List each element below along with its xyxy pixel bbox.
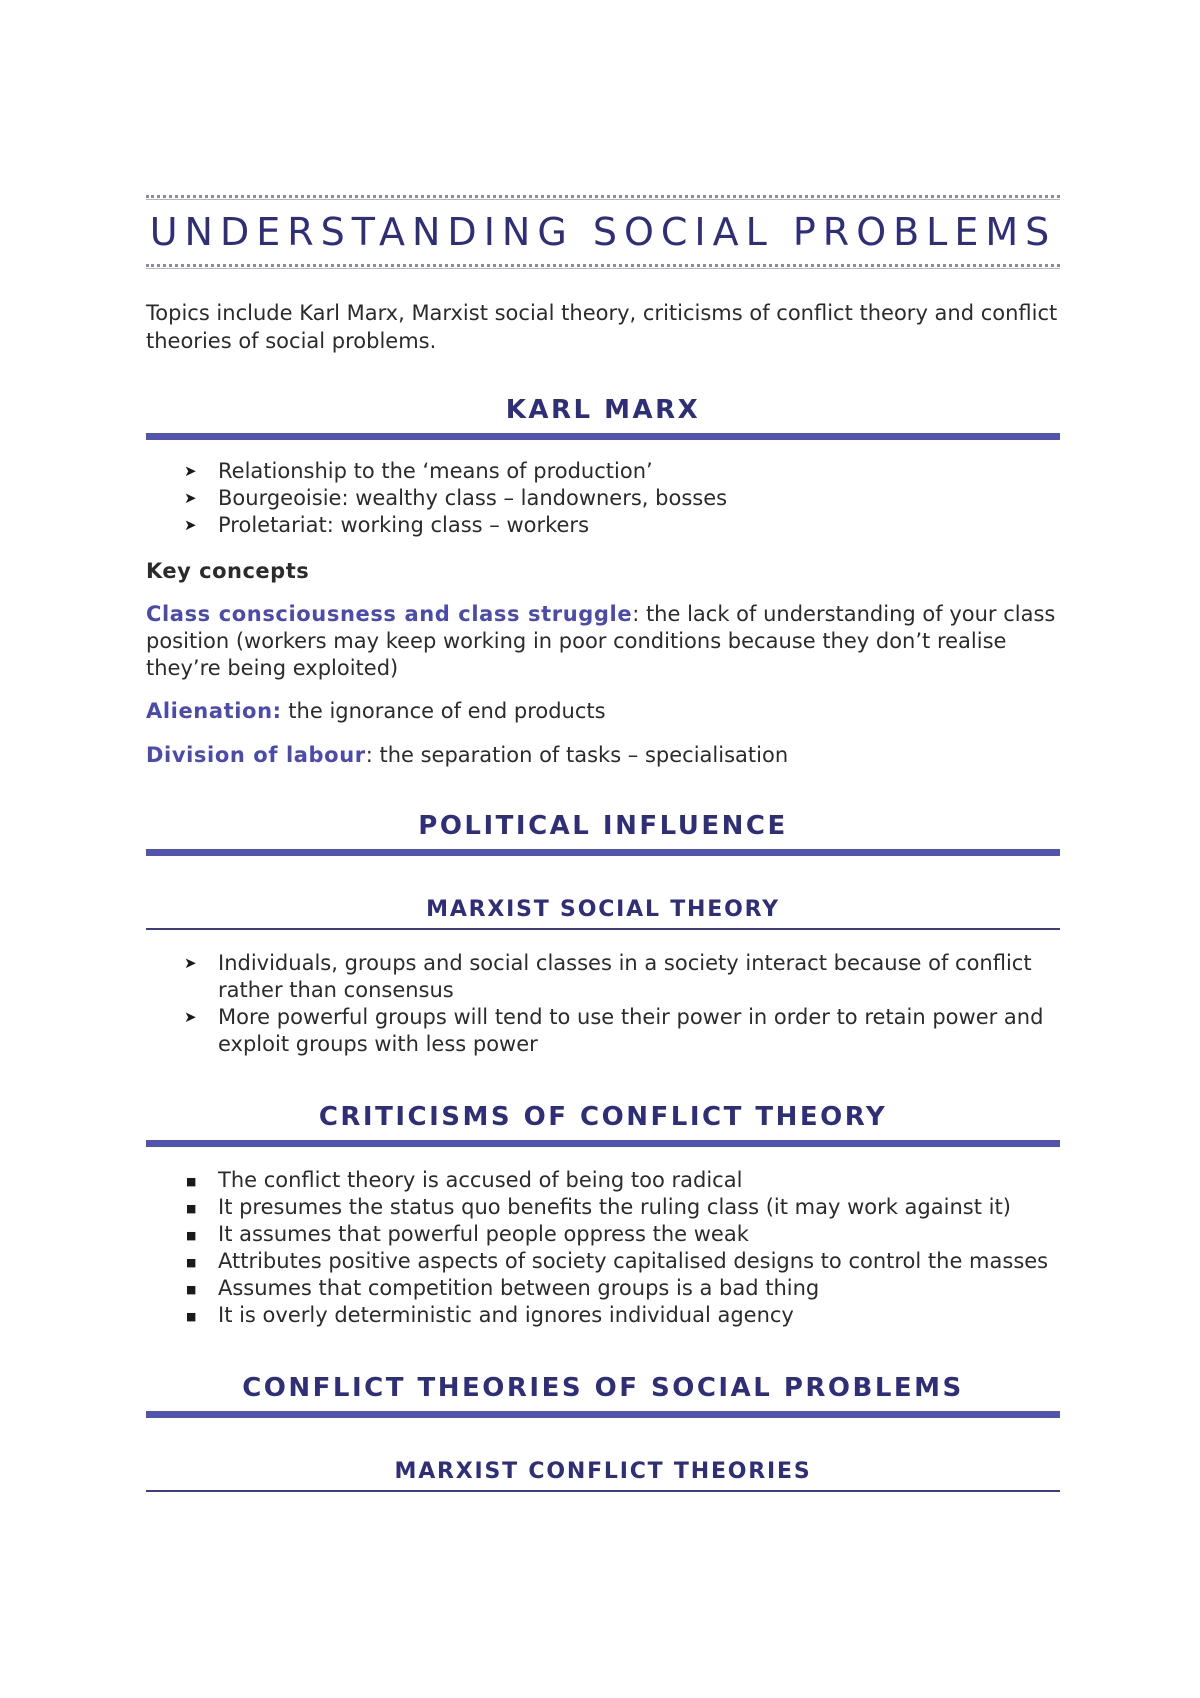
- arrow-bullet-icon: ➤: [184, 954, 197, 972]
- arrow-bullet-icon: ➤: [184, 489, 197, 507]
- heading-karl-marx: KARL MARX: [146, 395, 1060, 440]
- concept-term: Alienation:: [146, 699, 282, 723]
- list-item: ■ Assumes that competition between groups is a bad thing: [146, 1275, 1060, 1302]
- list-item: ■ It presumes the status quo benefits the ruling class (it may work against it): [146, 1194, 1060, 1221]
- concept-alienation: [146, 698, 1060, 725]
- title-top-rule: [146, 195, 1060, 198]
- square-bullet-icon: ■: [186, 1229, 197, 1242]
- square-bullet-icon: ■: [186, 1202, 197, 1215]
- square-bullet-icon: ■: [186, 1283, 197, 1296]
- section-political-influence: [146, 811, 1060, 1058]
- square-bullet-icon: ■: [186, 1310, 197, 1323]
- title-bottom-rule-thin: [146, 268, 1060, 269]
- concept-definition: : the separation of tasks – specialisation: [365, 743, 789, 767]
- title-top-rule-thin: [146, 199, 1060, 200]
- list-item: ➤ Proletariat: working class – workers: [184, 513, 590, 537]
- list-item: ➤ Relationship to the ‘means of production’: [184, 459, 653, 483]
- list-item: ➤ Bourgeoisie: wealthy class – landowners, bosses: [184, 486, 728, 510]
- subheading-marxist-conflict-theories: MARXIST CONFLICT THEORIES: [146, 1458, 1060, 1492]
- document-title: UNDERSTANDING SOCIAL PROBLEMS: [149, 210, 1057, 254]
- heading-conflict-theories: CONFLICT THEORIES OF SOCIAL PROBLEMS: [146, 1373, 1060, 1418]
- key-concepts-label: Key concepts: [146, 559, 310, 583]
- concept-term: Division of labour: [146, 743, 366, 767]
- arrow-bullet-icon: ➤: [184, 1008, 197, 1026]
- title-bottom-rule: [146, 264, 1060, 267]
- subheading-marxist-social-theory: MARXIST SOCIAL THEORY: [146, 896, 1060, 930]
- concept-term: Class consciousness and class struggle: [146, 602, 633, 626]
- intro-paragraph: Topics include Karl Marx, Marxist social theory, criticisms of conflict theory and conflict theories of social problems.: [146, 301, 1058, 353]
- concept-definition: : the lack of understanding of your class position (workers may keep working in poor conditions because they don’t realise they’re being exploited): [146, 602, 1056, 680]
- heading-political-influence: POLITICAL INFLUENCE: [146, 811, 1060, 856]
- list-item: ➤ More powerful groups will tend to use their power in order to retain power and exploit groups with less power: [184, 1005, 1044, 1056]
- concept-definition: the ignorance of end products: [281, 699, 606, 723]
- title-block: [146, 195, 1060, 269]
- karl-marx-list: [146, 458, 1060, 539]
- concept-class-consciousness: [146, 601, 1060, 682]
- criticisms-list: [146, 1167, 1060, 1329]
- arrow-bullet-icon: ➤: [184, 516, 197, 534]
- list-item: ■ Attributes positive aspects of society capitalised designs to control the masses: [146, 1248, 1060, 1275]
- list-item: ■ It is overly deterministic and ignores individual agency: [146, 1302, 1060, 1329]
- document-content: [146, 195, 1060, 1492]
- list-item: ■ The conflict theory is accused of being too radical: [146, 1167, 1060, 1194]
- section-criticisms: [146, 1102, 1060, 1329]
- section-karl-marx: [146, 395, 1060, 769]
- arrow-bullet-icon: ➤: [184, 462, 197, 480]
- marxist-social-theory-list: [146, 950, 1060, 1058]
- section-conflict-theories: [146, 1373, 1060, 1492]
- list-item: ➤ Individuals, groups and social classes in a society interact because of conflict rather than consensus: [184, 951, 1032, 1002]
- heading-criticisms: CRITICISMS OF CONFLICT THEORY: [146, 1102, 1060, 1147]
- concept-division-of-labour: [146, 742, 1060, 769]
- list-item: ■ It assumes that powerful people oppress the weak: [146, 1221, 1060, 1248]
- square-bullet-icon: ■: [186, 1175, 197, 1188]
- square-bullet-icon: ■: [186, 1256, 197, 1269]
